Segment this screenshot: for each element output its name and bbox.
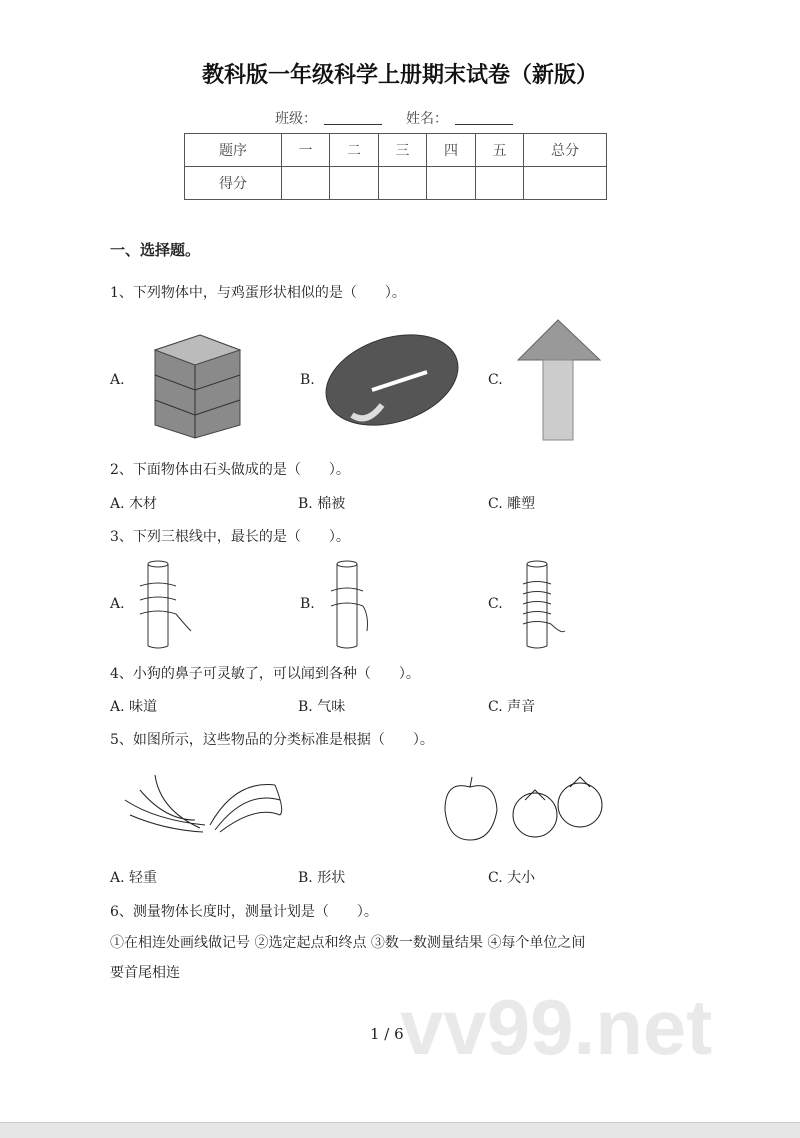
row-label: 得分 bbox=[185, 167, 282, 200]
name-blank[interactable] bbox=[455, 124, 513, 125]
section-heading: 一、选择题。 bbox=[110, 241, 201, 259]
question-4: 4、小狗的鼻子可灵敏了，可以闻到各种（ ）。 bbox=[110, 666, 420, 682]
option-b[interactable]: B. 棉被 bbox=[298, 496, 346, 512]
question-3: 3、下列三根线中，最长的是（ ）。 bbox=[110, 529, 350, 545]
score-cell[interactable] bbox=[524, 167, 607, 200]
score-cell[interactable] bbox=[476, 167, 524, 200]
question-6-line: ①在相连处画线做记号 ②选定起点和终点 ③数一数测量结果 ④每个单位之间 bbox=[110, 935, 586, 951]
question-5: 5、如图所示，这些物品的分类标准是根据（ ）。 bbox=[110, 732, 434, 748]
name-label: 姓名： bbox=[406, 111, 448, 127]
question-6: 6、测量物体长度时，测量计划是（ ）。 bbox=[110, 904, 378, 920]
apple-persimmons-image bbox=[440, 775, 610, 845]
class-label: 班级： bbox=[275, 111, 317, 127]
rubiks-cube-image bbox=[145, 330, 245, 440]
option-a[interactable]: A. 味道 bbox=[110, 699, 158, 715]
option-a[interactable]: A. 木材 bbox=[110, 496, 158, 512]
option-c[interactable]: C. bbox=[488, 596, 503, 612]
class-blank[interactable] bbox=[324, 124, 382, 125]
football-image bbox=[322, 330, 462, 430]
header-cell: 一 bbox=[282, 134, 330, 167]
coil-b-image bbox=[325, 556, 385, 651]
header-cell: 三 bbox=[379, 134, 427, 167]
option-b[interactable]: B. bbox=[300, 596, 315, 612]
score-cell[interactable] bbox=[330, 167, 379, 200]
question-2: 2、下面物体由石头做成的是（ ）。 bbox=[110, 462, 350, 478]
peppers-bananas-image bbox=[115, 770, 285, 840]
option-c[interactable]: C. bbox=[488, 372, 503, 388]
score-cell[interactable] bbox=[427, 167, 476, 200]
header-cell: 二 bbox=[330, 134, 379, 167]
arrow-block-image bbox=[515, 318, 605, 443]
coil-c-image bbox=[515, 556, 575, 651]
coil-a-image bbox=[136, 556, 196, 651]
header-cell: 题序 bbox=[185, 134, 282, 167]
option-a[interactable]: A. 轻重 bbox=[110, 870, 158, 886]
option-c[interactable]: C. 声音 bbox=[488, 699, 536, 715]
option-b[interactable]: B. bbox=[300, 372, 315, 388]
score-cell[interactable] bbox=[282, 167, 330, 200]
page-title: 教科版一年级科学上册期末试卷（新版） bbox=[201, 63, 598, 88]
header-cell: 五 bbox=[476, 134, 524, 167]
question-6-line: 要首尾相连 bbox=[110, 965, 180, 981]
option-a[interactable]: A. bbox=[110, 596, 125, 612]
question-1: 1、下列物体中，与鸡蛋形状相似的是（ ）。 bbox=[110, 285, 406, 301]
watermark: vv99.net bbox=[400, 983, 713, 1071]
score-cell[interactable] bbox=[379, 167, 427, 200]
score-table bbox=[184, 133, 607, 200]
header-cell: 四 bbox=[427, 134, 476, 167]
bottom-scrollbar[interactable] bbox=[0, 1122, 800, 1138]
header-cell: 总分 bbox=[524, 134, 607, 167]
option-c[interactable]: C. 大小 bbox=[488, 870, 536, 886]
option-b[interactable]: B. 气味 bbox=[298, 699, 346, 715]
option-c[interactable]: C. 雕塑 bbox=[488, 496, 536, 512]
page-number: 1 / 6 bbox=[370, 1025, 404, 1043]
option-a[interactable]: A. bbox=[110, 372, 125, 388]
option-b[interactable]: B. 形状 bbox=[298, 870, 346, 886]
